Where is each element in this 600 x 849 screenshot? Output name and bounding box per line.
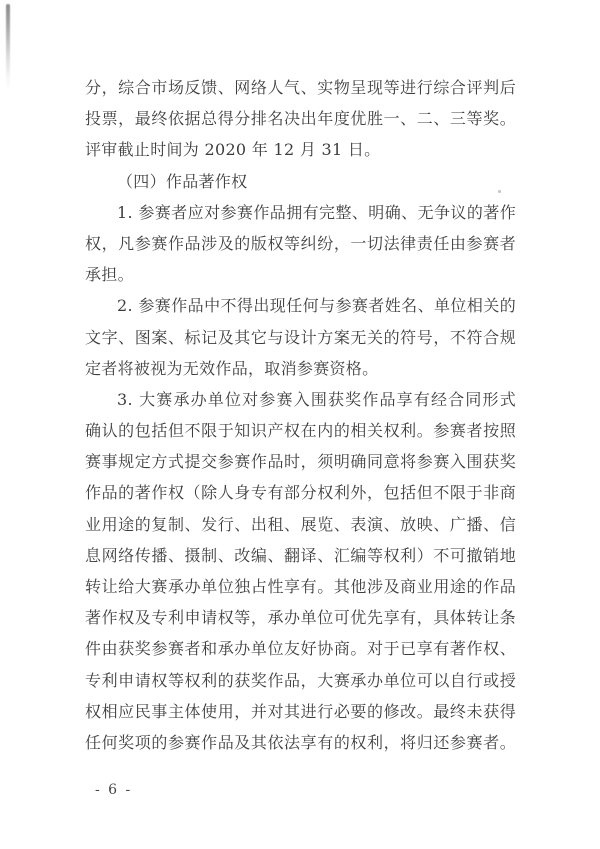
text-line: 文字、图案、标记及其它与设计方案无关的符号，不符合规	[85, 327, 516, 347]
text-line: 2. 参赛作品中不得出现任何与参赛者姓名、单位相关的	[117, 296, 516, 316]
text-line: 专利申请权等权利的获奖作品，大赛承办单位可以自行或授	[85, 670, 516, 690]
document-text-block	[85, 72, 516, 758]
text-line: 评审截止时间为 2020 年 12 月 31 日。	[85, 140, 381, 160]
text-line: 确认的包括但不限于知识产权在内的相关权利。参赛者按照	[85, 421, 516, 441]
text-line: 权，凡参赛作品涉及的版权等纠纷，一切法律责任由参赛者	[85, 233, 516, 253]
text-line: 著作权及专利申请权等，承办单位可优先享有，具体转让条	[85, 608, 516, 628]
text-line: 权相应民事主体使用，并对其进行必要的修改。最终未获得	[85, 701, 516, 721]
text-line: 任何奖项的参赛作品及其依法享有的权利，将归还参赛者。	[85, 732, 516, 752]
text-line: 1. 参赛者应对参赛作品拥有完整、明确、无争议的著作	[117, 202, 516, 222]
text-line: 定者将被视为无效作品，取消参赛资格。	[85, 358, 379, 378]
text-line: 投票，最终依据总得分排名决出年度优胜一、二、三等奖。	[85, 109, 516, 129]
text-line: 承担。	[85, 265, 134, 285]
section-heading: （四）作品著作权	[117, 171, 248, 191]
text-line: 分，综合市场反馈、网络人气、实物呈现等进行综合评判后	[85, 78, 516, 97]
scan-artifact-streak	[6, 4, 10, 92]
text-line: 赛事规定方式提交参赛作品时，须明确同意将参赛入围获奖	[85, 452, 516, 472]
page-number: - 6 -	[95, 782, 133, 798]
text-line: 作品的著作权（除人身专有部分权利外，包括但不限于非商	[85, 483, 516, 503]
text-line: 业用途的复制、发行、出租、展览、表演、放映、广播、信	[85, 514, 516, 534]
text-line: 件由获奖参赛者和承办单位友好协商。对于已享有著作权、	[85, 639, 516, 659]
text-line: 3. 大赛承办单位对参赛入围获奖作品享有经合同形式	[117, 389, 516, 409]
text-line: 转让给大赛承办单位独占性享有。其他涉及商业用途的作品	[85, 577, 516, 596]
text-line: 息网络传播、摄制、改编、翻译、汇编等权利）不可撤销地	[85, 545, 516, 565]
